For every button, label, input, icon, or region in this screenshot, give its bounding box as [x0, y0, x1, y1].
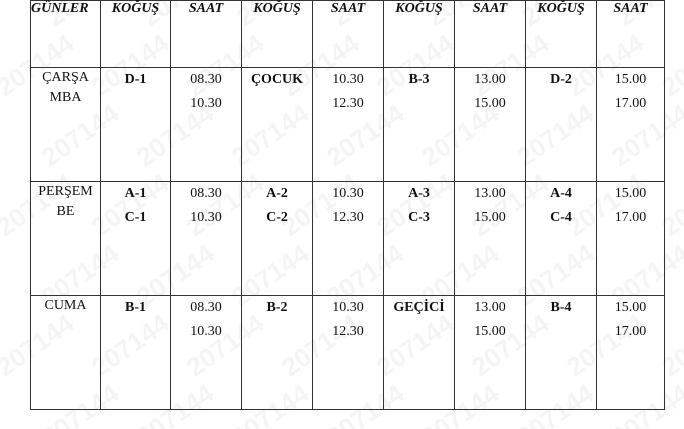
- time-cell: [455, 68, 526, 182]
- ward-label: C-1: [124, 210, 147, 225]
- time-label: 15.00: [474, 324, 506, 339]
- header-row: [31, 1, 665, 68]
- day-cell: [31, 68, 101, 182]
- header-ward-2: KOĞUŞ: [242, 1, 313, 68]
- ward-label: A-3: [408, 186, 430, 201]
- time-cell: [171, 182, 242, 296]
- ward-cell: [101, 68, 171, 182]
- ward-cell: [384, 182, 455, 296]
- time-label: 13.00: [474, 72, 506, 87]
- day-label: PERŞEM: [38, 184, 93, 199]
- time-label: 15.00: [474, 96, 506, 111]
- time-label: 12.30: [332, 324, 364, 339]
- ward-label: C-3: [408, 210, 430, 225]
- time-label: 15.00: [614, 300, 647, 315]
- time-cell: [597, 296, 665, 410]
- table-row: [31, 296, 665, 410]
- ward-label: B-4: [550, 300, 572, 315]
- ward-label: D-2: [550, 72, 572, 87]
- time-label: 10.30: [332, 186, 364, 201]
- ward-cell: [242, 182, 313, 296]
- day-label: ÇARŞA: [42, 70, 89, 85]
- time-cell: [597, 68, 665, 182]
- time-label: 12.30: [332, 96, 364, 111]
- time-cell: [455, 182, 526, 296]
- time-cell: [313, 296, 384, 410]
- time-label: 13.00: [474, 186, 506, 201]
- ward-label: A-4: [550, 186, 572, 201]
- header-time-3: SAAT: [455, 1, 526, 68]
- header-ward-3: KOĞUŞ: [384, 1, 455, 68]
- time-cell: [455, 296, 526, 410]
- time-cell: [597, 182, 665, 296]
- day-cell: [31, 296, 101, 410]
- time-label: 13.00: [474, 300, 506, 315]
- ward-cell: [242, 296, 313, 410]
- time-label: 08.30: [190, 72, 222, 87]
- header-days: GÜNLER: [31, 1, 101, 68]
- time-label: 08.30: [190, 300, 222, 315]
- time-label: 10.30: [332, 300, 364, 315]
- ward-cell: [101, 182, 171, 296]
- time-label: 17.00: [614, 324, 647, 339]
- time-cell: [313, 68, 384, 182]
- ward-label: A-2: [266, 186, 288, 201]
- day-label: MBA: [49, 90, 82, 105]
- time-cell: [171, 296, 242, 410]
- table-row: [31, 68, 665, 182]
- ward-label: B-2: [266, 300, 288, 315]
- ward-cell: [526, 68, 597, 182]
- day-cell: [31, 182, 101, 296]
- time-label: 08.30: [190, 186, 222, 201]
- ward-label: B-1: [125, 300, 146, 315]
- ward-label: C-2: [266, 210, 288, 225]
- time-label: 10.30: [332, 72, 364, 87]
- day-label: CUMA: [44, 298, 87, 313]
- time-label: 12.30: [332, 210, 364, 225]
- day-label: BE: [56, 204, 75, 219]
- time-cell: [313, 182, 384, 296]
- time-label: 10.30: [190, 210, 222, 225]
- time-label: 15.00: [474, 210, 506, 225]
- header-ward-1: KOĞUŞ: [101, 1, 171, 68]
- ward-label: B-3: [408, 72, 430, 87]
- ward-cell: [526, 296, 597, 410]
- time-cell: [171, 68, 242, 182]
- time-label: 17.00: [614, 210, 647, 225]
- ward-cell: [101, 296, 171, 410]
- time-label: 15.00: [614, 72, 647, 87]
- ward-label: D-1: [124, 72, 147, 87]
- ward-label: GEÇİCİ: [393, 300, 445, 315]
- time-label: 10.30: [190, 324, 222, 339]
- ward-cell: [384, 296, 455, 410]
- time-label: 15.00: [614, 186, 647, 201]
- time-label: 10.30: [190, 96, 222, 111]
- header-ward-4: KOĞUŞ: [526, 1, 597, 68]
- header-time-1: SAAT: [171, 1, 242, 68]
- header-time-4: SAAT: [597, 1, 665, 68]
- ward-cell: [242, 68, 313, 182]
- ward-label: C-4: [550, 210, 572, 225]
- table-row: [31, 182, 665, 296]
- time-label: 17.00: [614, 96, 647, 111]
- ward-label: A-1: [124, 186, 147, 201]
- ward-cell: [384, 68, 455, 182]
- header-time-2: SAAT: [313, 1, 384, 68]
- ward-cell: [526, 182, 597, 296]
- ward-label: ÇOCUK: [250, 72, 304, 87]
- schedule-table: [30, 0, 665, 410]
